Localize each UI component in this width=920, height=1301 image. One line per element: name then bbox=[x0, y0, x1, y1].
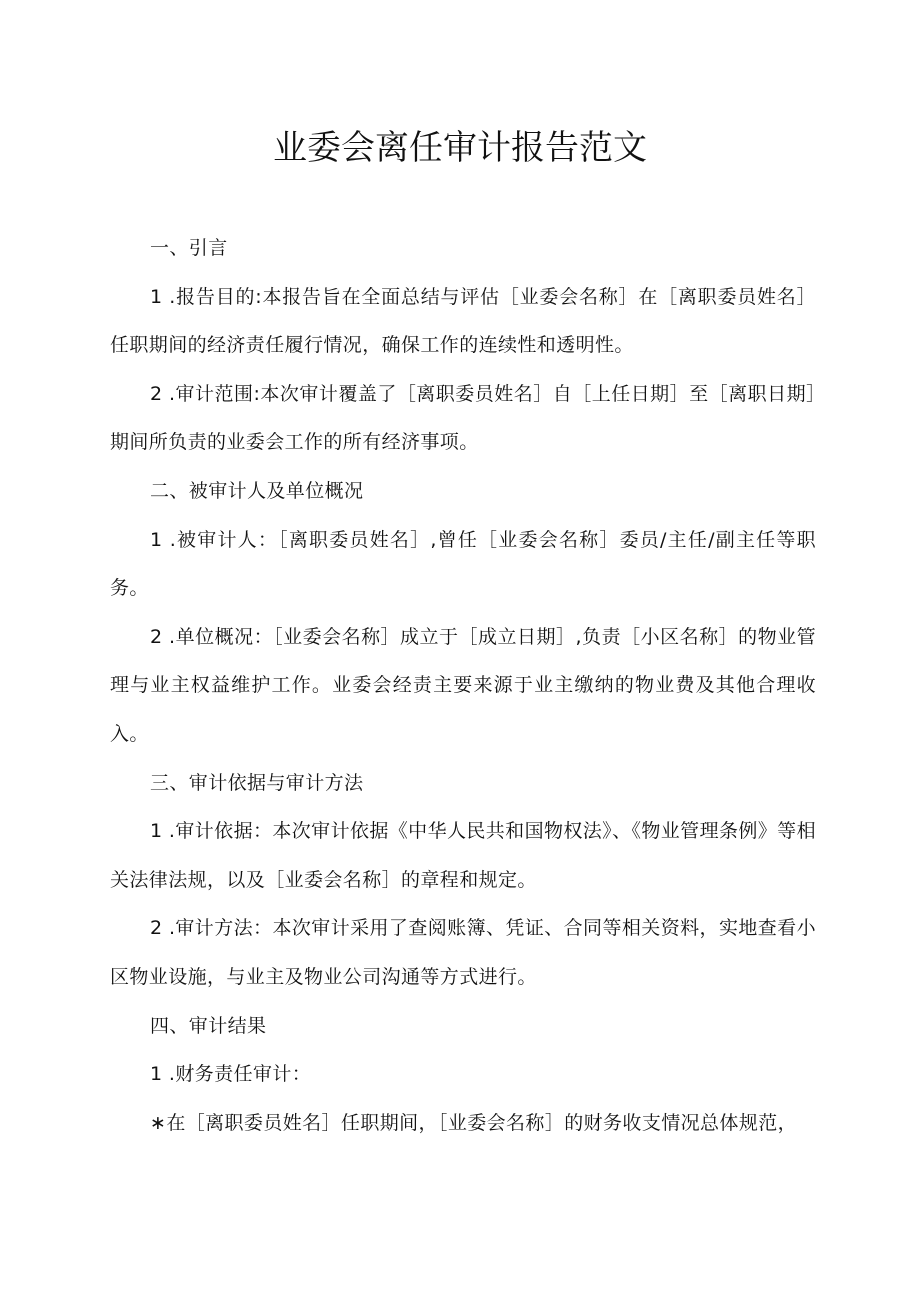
paragraph-unit-overview: 2 .单位概况：［业委会名称］成立于［成立日期］,负责［小区名称］的物业管理与业主权益维护工作。业委会经责主要来源于业主缴纳的物业费及其他合理收入。 bbox=[110, 625, 816, 745]
paragraph-auditee: 1 .被审计人：［离职委员姓名］,曾任［业委会名称］委员/主任/副主任等职务。 bbox=[110, 528, 816, 600]
section-heading-auditee-overview: 二、被审计人及单位概况 bbox=[150, 479, 364, 502]
section-heading-audit-results: 四、审计结果 bbox=[150, 1014, 267, 1037]
paragraph-financial-audit: 1 .财务责任审计： bbox=[150, 1063, 312, 1086]
paragraph-audit-basis: 1 .审计依据：本次审计依据《中华人民共和国物权法》、《物业管理条例》等相关法律法规，以及［业委会名称］的章程和规定。 bbox=[110, 820, 816, 891]
section-heading-introduction: 一、引言 bbox=[150, 237, 228, 259]
paragraph-report-purpose: 1 .报告目的:本报告旨在全面总结与评估［业委会名称］在［离职委员姓名］任职期间的经济责任履行情况，确保工作的连续性和透明性。 bbox=[110, 285, 816, 357]
document-body bbox=[110, 224, 816, 1147]
paragraph-audit-scope: 2 .审计范围:本次审计覆盖了［离职委员姓名］自［上任日期］至［离职日期］期间所负责的业委会工作的所有经济事项。 bbox=[110, 382, 816, 454]
document-title: 业委会离任审计报告范文 bbox=[273, 128, 647, 168]
paragraph-financial-detail: ∗在［离职委员姓名］任职期间，［业委会名称］的财务收支情况总体规范， bbox=[150, 1111, 798, 1134]
section-heading-audit-basis-method: 三、审计依据与审计方法 bbox=[150, 771, 364, 794]
paragraph-audit-method: 2 .审计方法：本次审计采用了查阅账簿、凭证、合同等相关资料，实地查看小区物业设施，与业主及物业公司沟通等方式进行。 bbox=[110, 917, 816, 988]
